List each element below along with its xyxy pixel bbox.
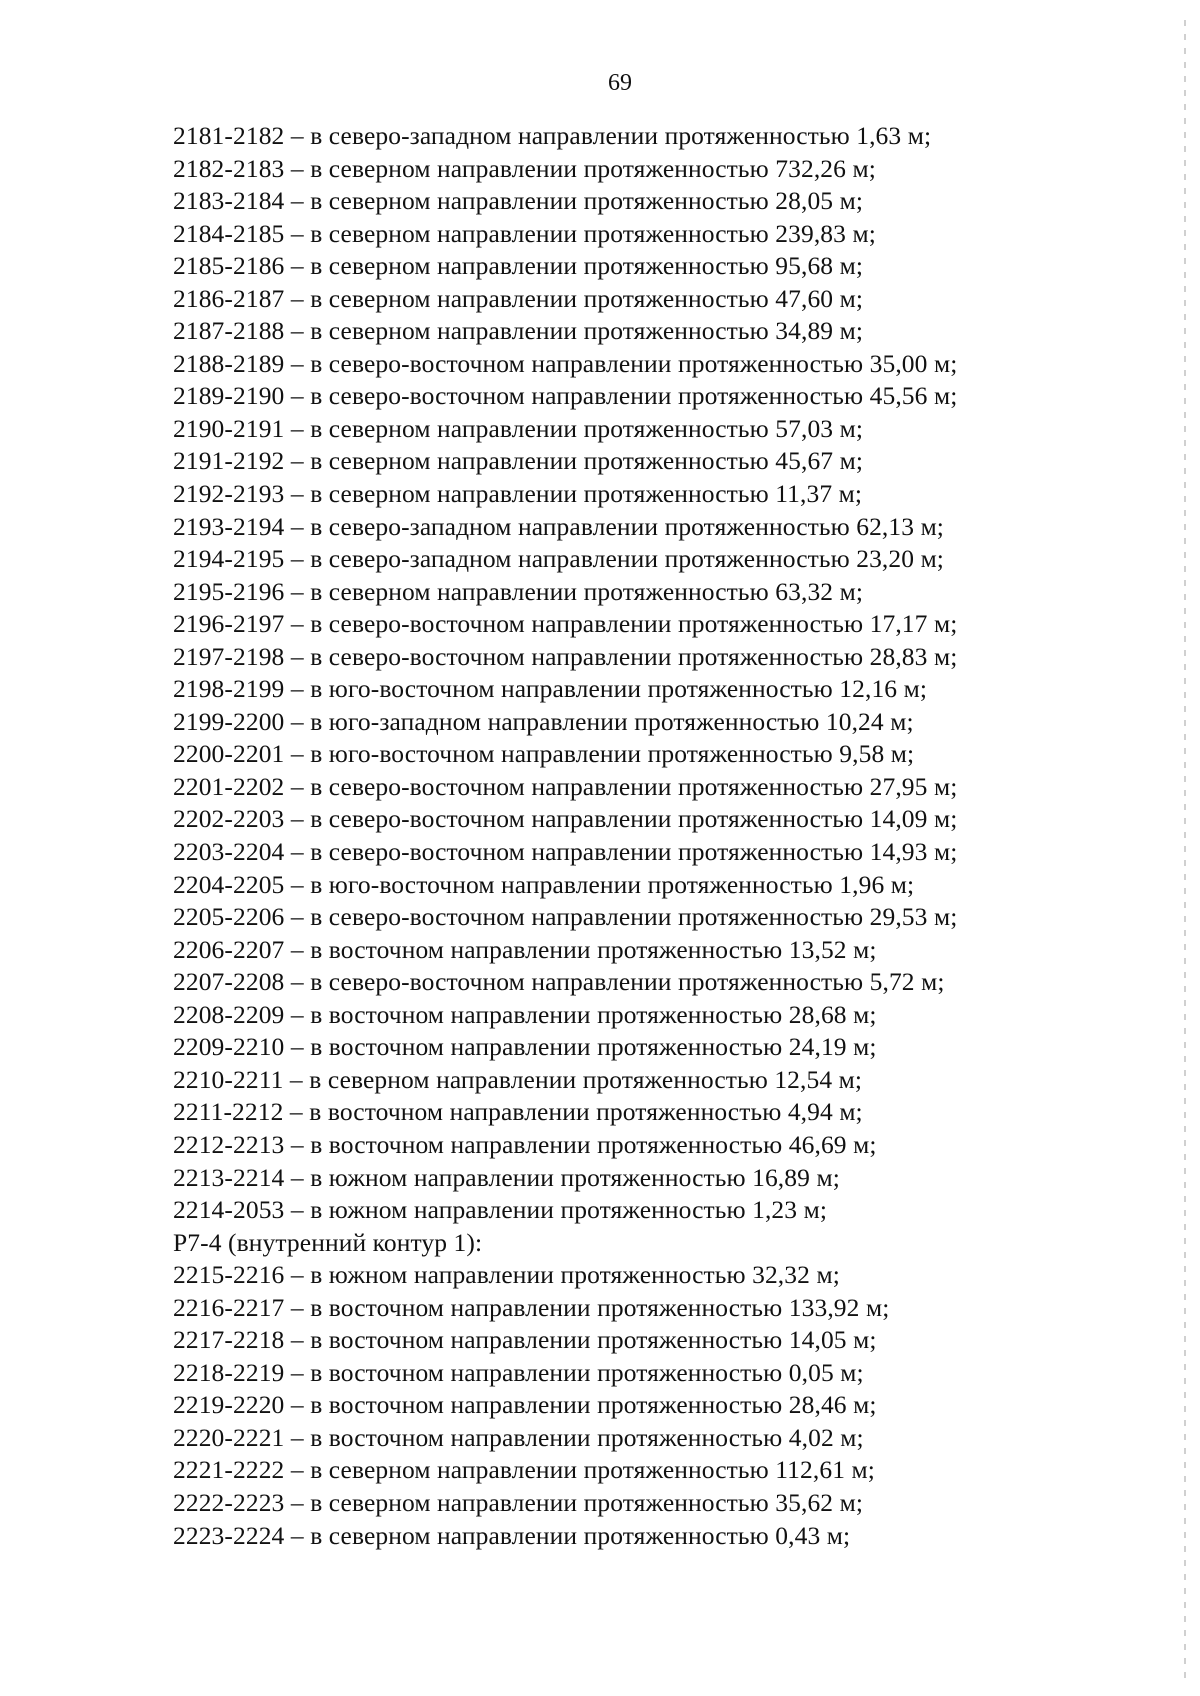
page-number: 69 xyxy=(608,70,632,96)
scan-edge-artifact xyxy=(1184,20,1186,1680)
boundary-segment-line: 2210-2211 – в северном направлении протяженностью 12,54 м; xyxy=(173,1064,863,1094)
boundary-segment-line: 2192-2193 – в северном направлении протяженностью 11,37 м; xyxy=(173,479,863,509)
boundary-segment-line: 2193-2194 – в северо-западном направлении протяженностью 62,13 м; xyxy=(173,511,944,541)
boundary-segment-line: 2198-2199 – в юго-восточном направлении протяженностью 12,16 м; xyxy=(173,674,928,704)
boundary-segment-line: 2186-2187 – в северном направлении протяженностью 47,60 м; xyxy=(173,283,864,313)
boundary-segment-line: 2196-2197 – в северо-восточном направлении протяженностью 17,17 м; xyxy=(173,609,958,639)
boundary-segment-line: 2221-2222 – в северном направлении протяженностью 112,61 м; xyxy=(173,1455,875,1485)
boundary-segment-line: 2223-2224 – в северном направлении протяженностью 0,43 м; xyxy=(173,1520,851,1550)
boundary-segment-line: 2212-2213 – в восточном направлении протяженностью 46,69 м; xyxy=(173,1129,877,1159)
boundary-segment-line: 2211-2212 – в восточном направлении протяженностью 4,94 м; xyxy=(173,1097,863,1127)
boundary-segment-line: 2199-2200 – в юго-западном направлении протяженностью 10,24 м; xyxy=(173,706,914,736)
boundary-segment-line: 2209-2210 – в восточном направлении протяженностью 24,19 м; xyxy=(173,1032,877,1062)
boundary-segment-line: 2206-2207 – в восточном направлении протяженностью 13,52 м; xyxy=(173,934,877,964)
boundary-segment-line: 2207-2208 – в северо-восточном направлении протяженностью 5,72 м; xyxy=(173,967,945,997)
boundary-segment-line: 2203-2204 – в северо-восточном направлении протяженностью 14,93 м; xyxy=(173,837,958,867)
boundary-segment-line: 2204-2205 – в юго-восточном направлении протяженностью 1,96 м; xyxy=(173,869,915,899)
boundary-segment-line: 2214-2053 – в южном направлении протяженностью 1,23 м; xyxy=(173,1195,828,1225)
boundary-segment-line: 2218-2219 – в восточном направлении протяженностью 0,05 м; xyxy=(173,1357,864,1387)
boundary-segment-line: 2188-2189 – в северо-восточном направлении протяженностью 35,00 м; xyxy=(173,348,958,378)
boundary-segment-line: 2194-2195 – в северо-западном направлении протяженностью 23,20 м; xyxy=(173,544,944,574)
boundary-segment-line: 2215-2216 – в южном направлении протяженностью 32,32 м; xyxy=(173,1260,840,1290)
boundary-segment-line: 2185-2186 – в северном направлении протяженностью 95,68 м; xyxy=(173,251,864,281)
boundary-segment-line: 2220-2221 – в восточном направлении протяженностью 4,02 м; xyxy=(173,1422,864,1452)
boundary-segment-line: 2189-2190 – в северо-восточном направлении протяженностью 45,56 м; xyxy=(173,381,958,411)
section-heading: Р7-4 (внутренний контур 1): xyxy=(173,1227,483,1257)
boundary-segment-line: 2200-2201 – в юго-восточном направлении протяженностью 9,58 м; xyxy=(173,739,915,769)
boundary-segment-line: 2190-2191 – в северном направлении протяженностью 57,03 м; xyxy=(173,413,864,443)
boundary-segment-line: 2184-2185 – в северном направлении протяженностью 239,83 м; xyxy=(173,218,876,248)
boundary-segment-line: 2213-2214 – в южном направлении протяженностью 16,89 м; xyxy=(173,1162,840,1192)
boundary-segment-line: 2202-2203 – в северо-восточном направлении протяженностью 14,09 м; xyxy=(173,804,958,834)
boundary-segment-line: 2217-2218 – в восточном направлении протяженностью 14,05 м; xyxy=(173,1325,877,1355)
boundary-segment-line: 2216-2217 – в восточном направлении протяженностью 133,92 м; xyxy=(173,1292,890,1322)
boundary-segment-line: 2183-2184 – в северном направлении протяженностью 28,05 м; xyxy=(173,186,864,216)
boundary-segment-line: 2187-2188 – в северном направлении протяженностью 34,89 м; xyxy=(173,316,864,346)
boundary-segment-line: 2208-2209 – в восточном направлении протяженностью 28,68 м; xyxy=(173,999,877,1029)
boundary-segment-line: 2182-2183 – в северном направлении протяженностью 732,26 м; xyxy=(173,153,876,183)
boundary-segment-line: 2201-2202 – в северо-восточном направлении протяженностью 27,95 м; xyxy=(173,771,958,801)
boundary-description-list xyxy=(173,120,1073,1552)
boundary-segment-line: 2195-2196 – в северном направлении протяженностью 63,32 м; xyxy=(173,576,864,606)
boundary-segment-line: 2205-2206 – в северо-восточном направлении протяженностью 29,53 м; xyxy=(173,902,958,932)
boundary-segment-line: 2191-2192 – в северном направлении протяженностью 45,67 м; xyxy=(173,446,864,476)
boundary-segment-line: 2181-2182 – в северо-западном направлении протяженностью 1,63 м; xyxy=(173,121,932,150)
boundary-segment-line: 2197-2198 – в северо-восточном направлении протяженностью 28,83 м; xyxy=(173,641,958,671)
boundary-segment-line: 2219-2220 – в восточном направлении протяженностью 28,46 м; xyxy=(173,1390,877,1420)
boundary-segment-line: 2222-2223 – в северном направлении протяженностью 35,62 м; xyxy=(173,1487,864,1517)
